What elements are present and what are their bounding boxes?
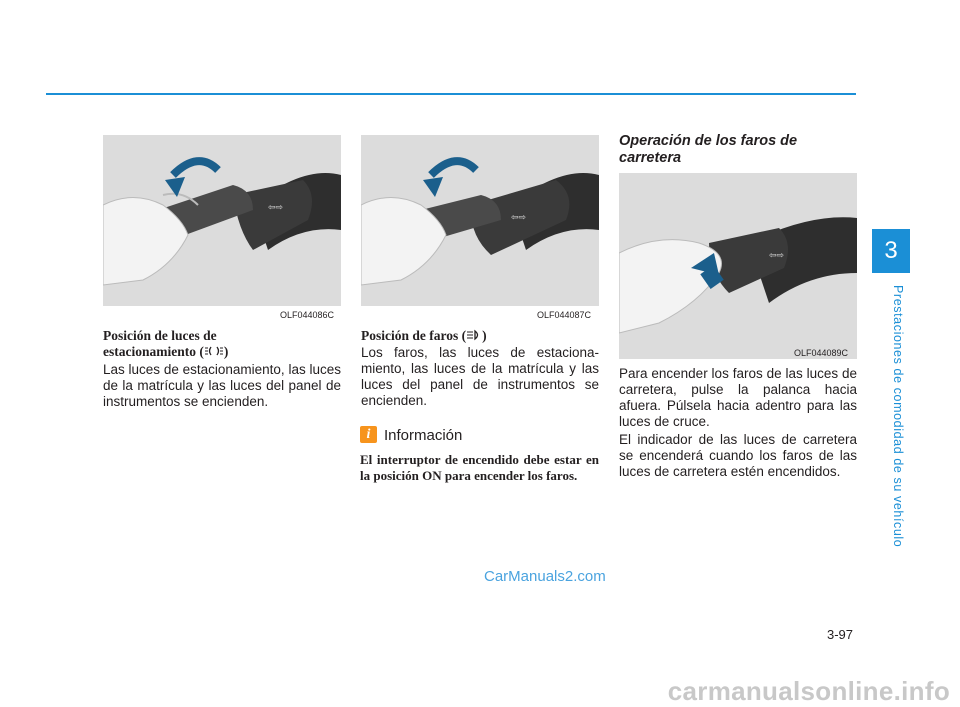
heading-line: Operación de los faros de <box>619 133 798 149</box>
header-rule <box>46 93 856 95</box>
figure-code: OLF044086C <box>280 310 335 320</box>
body-text: El indicador de las luces de carretera se encenderá cuando los faros de las luces de carretera estén encendidos. <box>619 432 857 479</box>
body-line: Los faros, las luces de estaciona- <box>361 345 599 360</box>
chapter-tab: 3 <box>872 229 910 273</box>
chapter-side-title: Prestaciones de comodidad de su vehículo <box>891 285 905 548</box>
svg-text:⇦⇨: ⇦⇨ <box>769 250 785 260</box>
heading-line: ) <box>482 328 487 343</box>
body-text: Para encender los faros de las luces de carretera, pulse la palanca hacia afuera. Púlsela hacia adentro para las luces de cruce. <box>619 366 857 429</box>
section-heading <box>103 328 341 361</box>
svg-text:⇦⇨: ⇦⇨ <box>268 202 284 212</box>
heading-line: ) <box>223 344 229 359</box>
info-body: El interruptor de encendido debe estar en la posición ON para encender los faros. <box>360 452 599 483</box>
figure-code: OLF044087C <box>537 310 592 320</box>
heading-line: estacionamiento ( <box>103 344 204 359</box>
svg-text:⇦⇨: ⇦⇨ <box>511 212 527 222</box>
figure-high-beam <box>619 173 857 359</box>
heading-line: Posición de faros ( <box>361 328 467 343</box>
info-icon: i <box>360 426 377 443</box>
watermark-link[interactable]: CarManuals2.com <box>484 568 606 585</box>
parking-light-icon <box>204 345 224 361</box>
figure-headlights <box>361 135 599 306</box>
page-number: 3-97 <box>827 627 854 642</box>
heading-line: Posición de luces de <box>103 328 217 343</box>
heading-line: carretera <box>619 150 682 166</box>
body-line: miento, las luces de la matrícula y las luces del panel de instrumentos se encienden. <box>361 361 599 408</box>
figure-parking-lights <box>103 135 341 306</box>
figure-code: OLF044089C <box>794 348 849 358</box>
body-text <box>361 345 599 409</box>
watermark-footer <box>0 672 960 707</box>
headlight-icon <box>466 329 482 345</box>
section-heading <box>619 133 857 167</box>
section-heading <box>361 328 599 345</box>
info-title: Información <box>384 427 463 444</box>
body-text: Las luces de estacionamiento, las luces de la matrícula y las luces del panel de instrumentos se encienden. <box>103 362 341 409</box>
watermark-text: carmanualsonline.info <box>667 676 950 706</box>
